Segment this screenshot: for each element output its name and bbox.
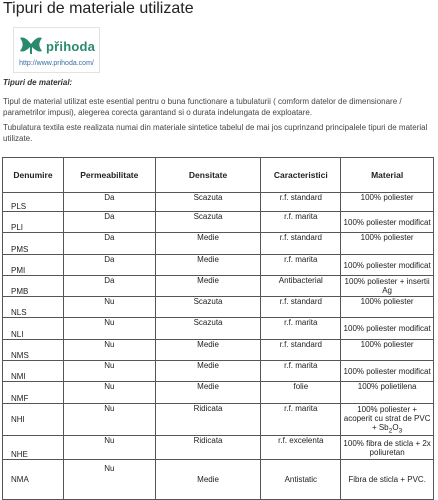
cell-denumire: NLI [3,318,64,340]
cell-permeabilitate: Nu [63,361,155,382]
intro-paragraph: Tipul de material utilizat este esential pentru o buna functionare a tubulaturii ( comform datelor de dimensionare / parametrilor impusi), alegerea corecta garantand si o durata indelungata de exploatare. [3,97,402,117]
cell-densitate: Ridicata [155,436,261,460]
materials-table [2,157,434,500]
cell-material [341,404,434,436]
cell-material: 100% poliester modificat [341,255,434,276]
table-row [3,212,434,233]
cell-permeabilitate: Nu [63,340,155,361]
table-row [3,460,434,500]
cell-material: 100% poliester [341,340,434,361]
cell-densitate: Ridicata [155,404,261,436]
cell-material: 100% poliester [341,193,434,212]
cell-denumire: NMF [3,382,64,404]
material-text: 100% poliester + acoperit cu strat de PVC + Sb [343,404,431,432]
cell-caracteristici: folie [261,382,341,404]
cell-densitate: Medie [155,382,261,404]
cell-caracteristici: r.f. standard [261,297,341,318]
table-row [3,340,434,361]
table-row [3,276,434,297]
cell-denumire: PLI [3,212,64,233]
cell-permeabilitate: Nu [63,436,155,460]
cell-densitate: Medie [155,276,261,297]
cell-permeabilitate: Nu [63,382,155,404]
cell-densitate: Medie [155,361,261,382]
fish-logo-icon [18,34,44,56]
cell-denumire: NMS [3,340,64,361]
cell-caracteristici: Antibacterial [261,276,341,297]
cell-caracteristici: r.f. marita [261,255,341,276]
cell-caracteristici: r.f. marita [261,318,341,340]
logo-wordmark: přihoda [46,39,96,54]
cell-denumire: PMS [3,233,64,255]
header-caracteristici: Caracteristici [261,158,341,193]
table-row [3,297,434,318]
cell-permeabilitate: Da [63,233,155,255]
cell-denumire: PMI [3,255,64,276]
table-row [3,436,434,460]
cell-material: 100% poliester + insertii Ag [341,276,434,297]
cell-permeabilitate: Nu [63,297,155,318]
cell-denumire: NMI [3,361,64,382]
cell-permeabilitate: Nu [63,404,155,436]
cell-caracteristici: r.f. standard [261,340,341,361]
cell-material: 100% poliester [341,297,434,318]
table-row [3,404,434,436]
cell-material: 100% poliester modificat [341,361,434,382]
cell-densitate: Medie [155,340,261,361]
header-permeabilitate: Permeabilitate [63,158,155,193]
cell-densitate: Scazuta [155,193,261,212]
cell-caracteristici: r.f. marita [261,404,341,436]
cell-denumire: NHI [3,404,64,436]
cell-densitate: Scazuta [155,212,261,233]
cell-permeabilitate: Nu [63,460,155,500]
cell-material: 100% polietilena [341,382,434,404]
cell-material: Fibra de sticla + PVC. [341,460,434,500]
cell-material: 100% poliester [341,233,434,255]
cell-denumire: NHE [3,436,64,460]
cell-caracteristici: r.f. standard [261,193,341,212]
table-row [3,318,434,340]
cell-permeabilitate: Da [63,193,155,212]
table-row [3,193,434,212]
table-row [3,255,434,276]
cell-caracteristici: Antistatic [261,460,341,500]
cell-denumire: PLS [3,193,64,212]
header-material: Material [341,158,434,193]
cell-caracteristici: r.f. excelenta [261,436,341,460]
cell-material: 100% fibra de sticla + 2x poliuretan [341,436,434,460]
header-densitate: Densitate [155,158,261,193]
section-subheading: Tipuri de material: [3,78,73,87]
cell-material: 100% poliester modificat [341,212,434,233]
table-row [3,233,434,255]
logo-url-link[interactable]: http://www.prihoda.com/ [19,60,94,67]
table-header-row [3,158,434,193]
cell-permeabilitate: Da [63,212,155,233]
table-intro-paragraph: Tubulatura textila este realizata numai din materiale sintetice tabelul de mai jos cuprinzand principalele tipuri de material utilizate. [3,123,428,143]
header-denumire: Denumire [3,158,64,193]
table-row [3,382,434,404]
material-subscript: 2 [388,427,393,435]
cell-caracteristici: r.f. marita [261,361,341,382]
material-text: O [392,422,399,432]
cell-densitate: Medie [155,233,261,255]
cell-denumire: PMB [3,276,64,297]
material-subscript: 3 [398,427,403,435]
cell-densitate: Medie [155,460,261,500]
cell-permeabilitate: Da [63,255,155,276]
cell-denumire: NMA [3,460,64,500]
page-title: Tipuri de materiale utilizate [3,0,194,17]
cell-densitate: Medie [155,255,261,276]
cell-caracteristici: r.f. marita [261,212,341,233]
cell-denumire: NLS [3,297,64,318]
cell-permeabilitate: Nu [63,318,155,340]
cell-densitate: Scazuta [155,318,261,340]
cell-densitate: Scazuta [155,297,261,318]
cell-caracteristici: r.f. standard [261,233,341,255]
table-row [3,361,434,382]
cell-material: 100% poliester modificat [341,318,434,340]
cell-permeabilitate: Da [63,276,155,297]
prihoda-logo[interactable] [13,27,100,73]
